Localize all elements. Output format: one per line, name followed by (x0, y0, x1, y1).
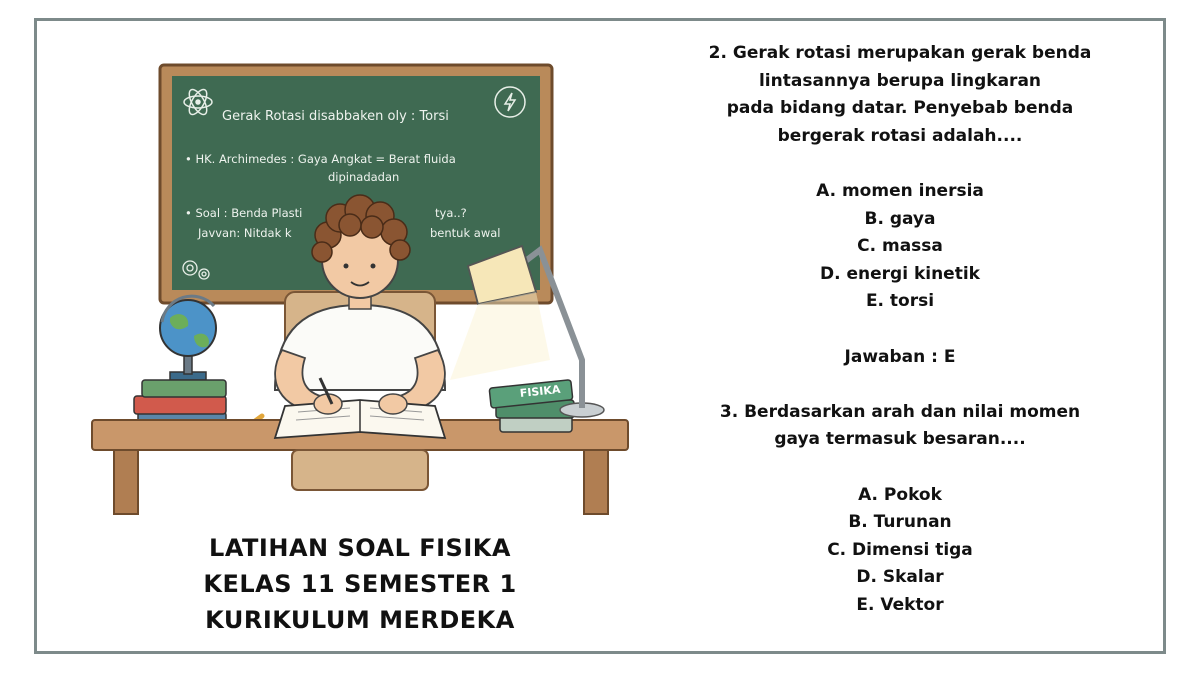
open-book (275, 400, 445, 438)
q3-option-e: E. Vektor (856, 594, 944, 615)
title-line-2: KELAS 11 SEMESTER 1 (203, 570, 517, 598)
globe (160, 296, 216, 380)
q3-option-d: D. Skalar (856, 567, 944, 588)
q3-option-a: A. Pokok (858, 484, 942, 505)
chair-seat (292, 450, 428, 490)
board-line-2b: dipinadadan (328, 170, 400, 184)
student-illustration (70, 60, 650, 520)
desk-leg-right (584, 450, 608, 514)
q2-answer: Jawaban : E (844, 346, 956, 367)
q2-line-2: lintasannya berupa lingkaran (758, 70, 1042, 91)
fisika-book-label: FISIKA (519, 382, 562, 401)
title-line-1: LATIHAN SOAL FISIKA (209, 534, 511, 562)
questions-panel (640, 40, 1160, 619)
q2-line-4: bergerak rotasi adalah.... (777, 125, 1023, 146)
q3-option-b: B. Turunan (848, 512, 952, 533)
board-line-3b: tya..? (435, 206, 467, 220)
board-line-2: • HK. Archimedes : Gaya Angkat = Berat fluida (185, 152, 456, 166)
q2-option-b: B. gaya (864, 208, 936, 229)
board-line-4b: bentuk awal (430, 226, 501, 240)
desk-leg-left (114, 450, 138, 514)
board-line-3: • Soal : Benda Plasti (185, 206, 303, 220)
board-line-1: Gerak Rotasi disabbaken oly : Torsi (222, 109, 449, 124)
q3-line-2: gaya termasuk besaran.... (774, 429, 1026, 450)
q2-line-1: 2. Gerak rotasi merupakan gerak benda (708, 43, 1092, 63)
title-line-3: KURIKULUM MERDEKA (205, 606, 515, 634)
q2-line-3: pada bidang datar. Penyebab benda (726, 98, 1074, 119)
q3-line-1: 3. Berdasarkan arah dan nilai momen (719, 401, 1081, 422)
worksheet-title (175, 530, 545, 638)
q2-option-d: D. energi kinetik (820, 263, 980, 284)
q2-option-c: C. massa (857, 236, 943, 257)
board-line-4: Javvan: Nitdak k (198, 226, 292, 240)
q2-option-a: A. momen inersia (816, 180, 984, 201)
q3-option-c: C. Dimensi tiga (827, 539, 973, 560)
q2-option-e: E. torsi (865, 291, 935, 312)
